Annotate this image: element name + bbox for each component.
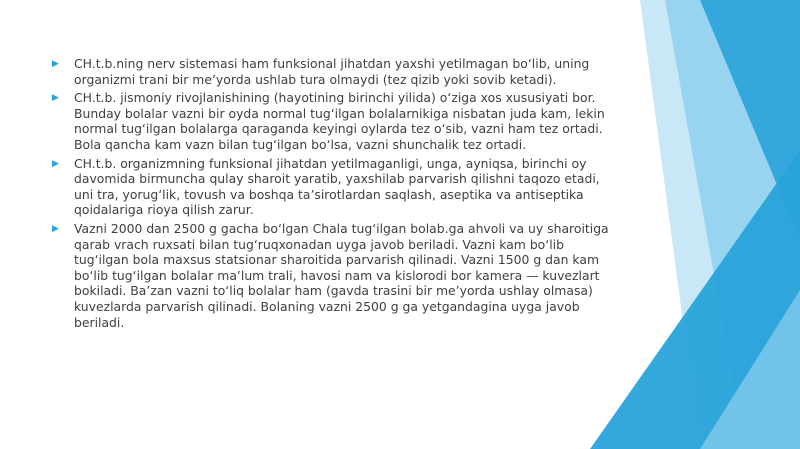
bullet-item [52,90,612,152]
bullet-arrow-icon: ▶ [52,59,59,69]
bullet-item [52,221,612,330]
bullet-text: Vazni 2000 dan 2500 g gacha bo‘lgan Chala tug‘ilgan bolab.ga ahvoli va uy sharoitiga qarab vrach ruxsati bilan tug‘ruqxonadan uyga javob beriladi. Vazni kam bo‘lib tug‘ilgan bola maxsus statsionar sharoitida parvarish qilinadi. Vazni 1500 g dan kam bo‘lib tug‘ilgan bolalar ma’lum trali, havosi nam va kislorodi bor kamera — kuvezlart bokiladi. Ba’zan vazni to‘liq bolalar ham (gavda trasini bir me’yorda ushlay olmasa) kuvezlarda parvarish qilinadi. Bolaning vazni 2500 g ga yetgandagina uyga javob beriladi. [74,220,609,330]
bullet-arrow-icon: ▶ [52,158,59,169]
bullet-arrow-icon: ▶ [52,223,59,234]
bullet-item [52,56,612,87]
bullet-text: CH.t.b. organizmning funksional jihatdan yetilmaganligi, unga, ayniqsa, birinchi oy davomida birmuncha qulay sharoit yaratib, yaxshilab parvarish qilishni taqozo etadi, uni tra, yorug‘lik, tovush va boshqa ta’sirotlardan saqlash, aseptika va antiseptika qoidalariga rioya qilish zarur. [74,155,600,218]
bullet-arrow-icon: ▶ [52,93,59,104]
bullet-item [52,156,612,218]
bullet-text: CH.t.b.ning nerv sistemasi ham funksional jihatdan yaxshi yetilmagan bo‘lib, uning organizmi trani bir me’yorda ushlab tura olmaydi (tez qizib yoki sovib ketadi). [74,56,590,87]
bullet-list [52,56,612,333]
bullet-text: CH.t.b. jismoniy rivojlanishining (hayotining birinchi yilida) o‘ziga xos xususiyati bor. Bunday bolalar vazni bir oyda normal tug‘ilgan bolalarnikiga nisbatan juda kam, lekin normal tug‘ilgan bolalarga qaraganda keyingi oylarda tez o‘sib, vazni ham tez ortadi. Bola qancha kam vazn bilan tug‘ilgan bo‘lsa, vazni shunchalik tez ortadi. [74,90,605,152]
